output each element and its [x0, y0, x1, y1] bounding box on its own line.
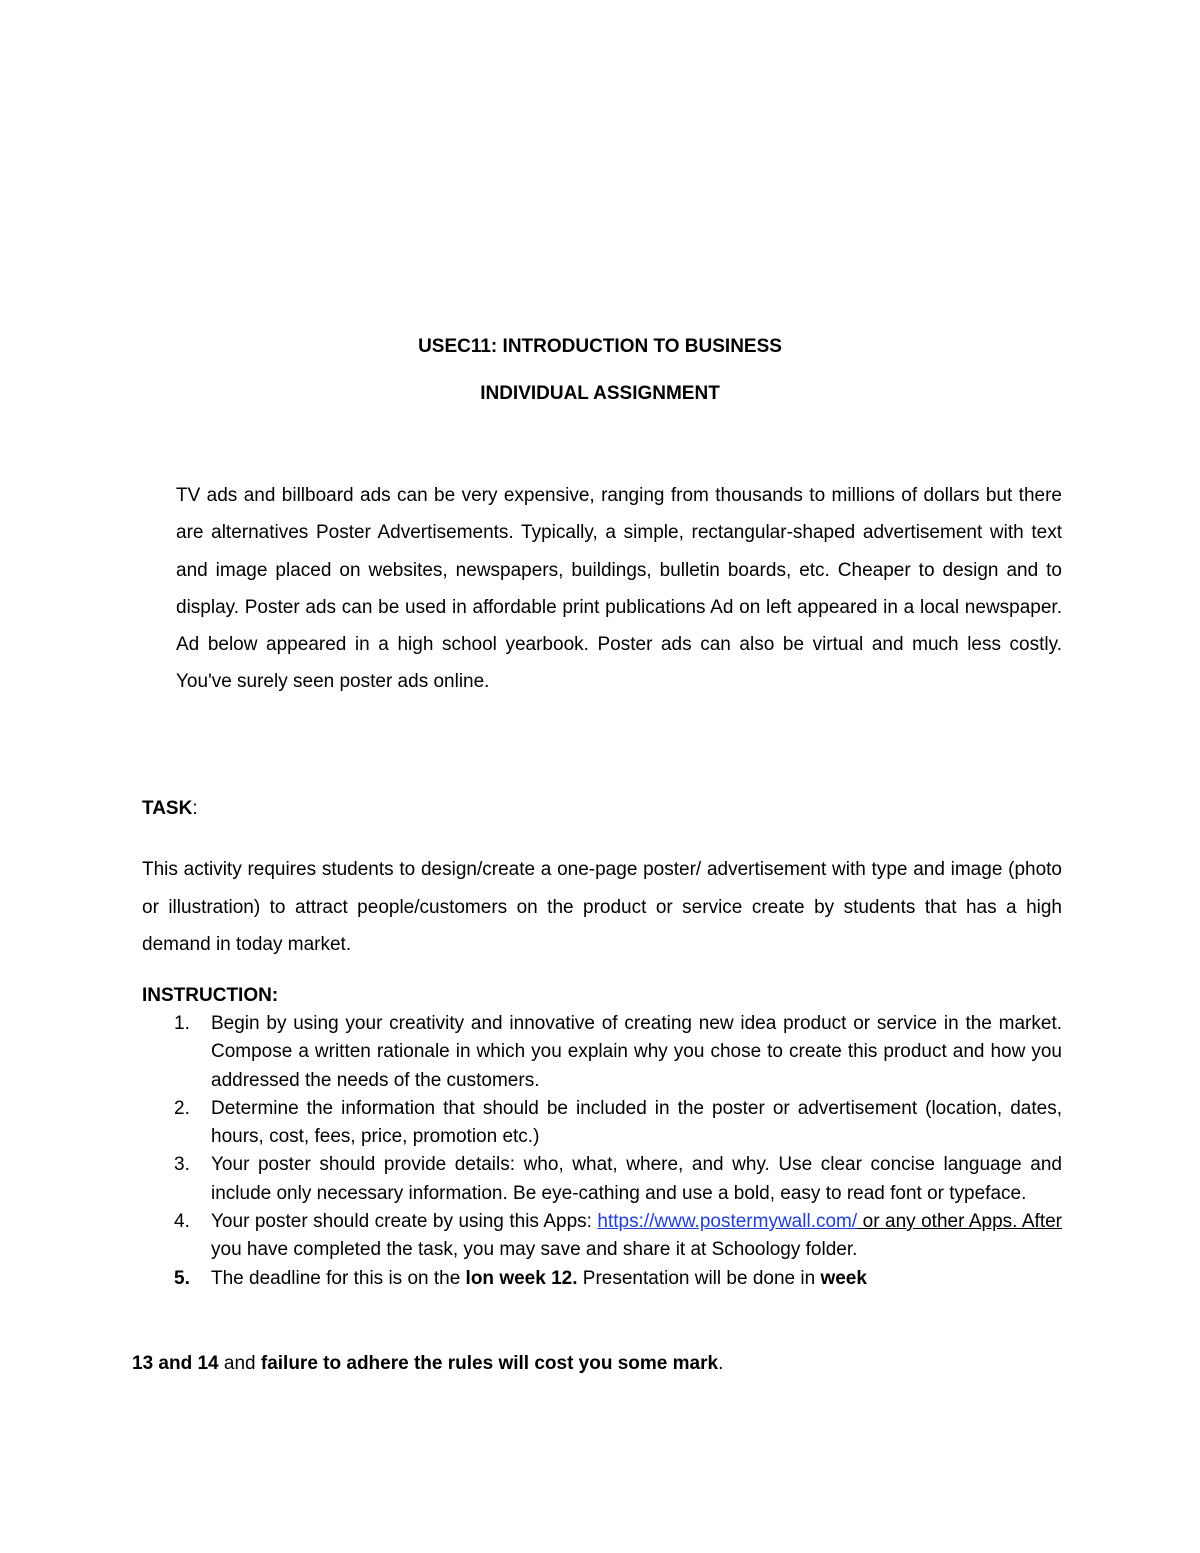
- final-line: [132, 1350, 723, 1378]
- list-item-text: Your poster should provide details: who, what, where, and why. Use clear concise language and include only necessary information. Be eye-cathing and use a bold, easy to read font or typeface.: [211, 1154, 1062, 1204]
- list-item: [0, 1151, 1062, 1208]
- final-line-text-b: .: [718, 1353, 724, 1374]
- list-item-number: 5.: [174, 1267, 190, 1289]
- list-item-text-before: Your poster should create by using this Apps:: [211, 1211, 598, 1233]
- deadline-week: lon week 12.: [465, 1267, 578, 1289]
- list-item-number: 3.: [174, 1154, 190, 1176]
- instruction-heading: INSTRUCTION:: [142, 985, 279, 1006]
- assignment-title: INDIVIDUAL ASSIGNMENT: [480, 383, 720, 404]
- list-item-number: 2.: [174, 1097, 190, 1119]
- list-item-text-b: Presentation will be done in: [577, 1267, 821, 1289]
- list-item: [0, 1095, 1062, 1152]
- list-item: [0, 1010, 1062, 1095]
- final-line-text-a: and: [218, 1353, 261, 1374]
- task-heading: [142, 797, 198, 821]
- rules-warning: failure to adhere the rules will cost you some mark: [260, 1353, 719, 1374]
- list-item-number: 1.: [174, 1013, 190, 1034]
- task-heading-colon: :: [192, 798, 198, 819]
- list-item: [0, 1208, 1062, 1265]
- list-item-text: Begin by using your creativity and innovative of creating new idea product or service in the market. Compose a written rationale in which you explain why you chose to create this product and how you addressed the needs of the customers.: [211, 1013, 1062, 1091]
- list-item-underlined: or any other Apps. After: [857, 1211, 1062, 1233]
- instruction-list: [0, 1010, 1200, 1293]
- intro-paragraph: TV ads and billboard ads can be very expensive, ranging from thousands to millions of dollars but there are alternatives Poster Advertisements. Typically, a simple, rectangular-shaped advertisement with text and image placed on websites, newspapers, buildings, bulletin boards, etc. Cheaper to design and to display. Poster ads can be used in affordable print publications Ad on left appeared in a local newspaper. Ad below appeared in a high school yearbook. Poster ads can also be virtual and much less costly. You've surely seen poster ads online.: [176, 485, 1062, 693]
- presentation-weeks: 13 and 14: [132, 1353, 219, 1374]
- list-item: [0, 1265, 1062, 1293]
- presentation-week: week: [820, 1267, 867, 1289]
- list-item-text-a: The deadline for this is on the: [211, 1267, 466, 1289]
- task-heading-label: TASK: [142, 798, 193, 819]
- course-title: USEC11: INTRODUCTION TO BUSINESS: [418, 336, 782, 357]
- list-item-number: 4.: [174, 1211, 190, 1233]
- list-item-text: Determine the information that should be included in the poster or advertisement (location, dates, hours, cost, fees, price, promotion etc.): [211, 1097, 1062, 1148]
- list-item-text-after: you have completed the task, you may save and share it at Schoology folder.: [211, 1239, 858, 1261]
- postermywall-link[interactable]: https://www.postermywall.com/: [597, 1211, 858, 1233]
- task-paragraph: This activity requires students to design/create a one-page poster/ advertisement with type and image (photo or illustration) to attract people/customers on the product or service create by students that has a high demand in today market.: [142, 859, 1062, 955]
